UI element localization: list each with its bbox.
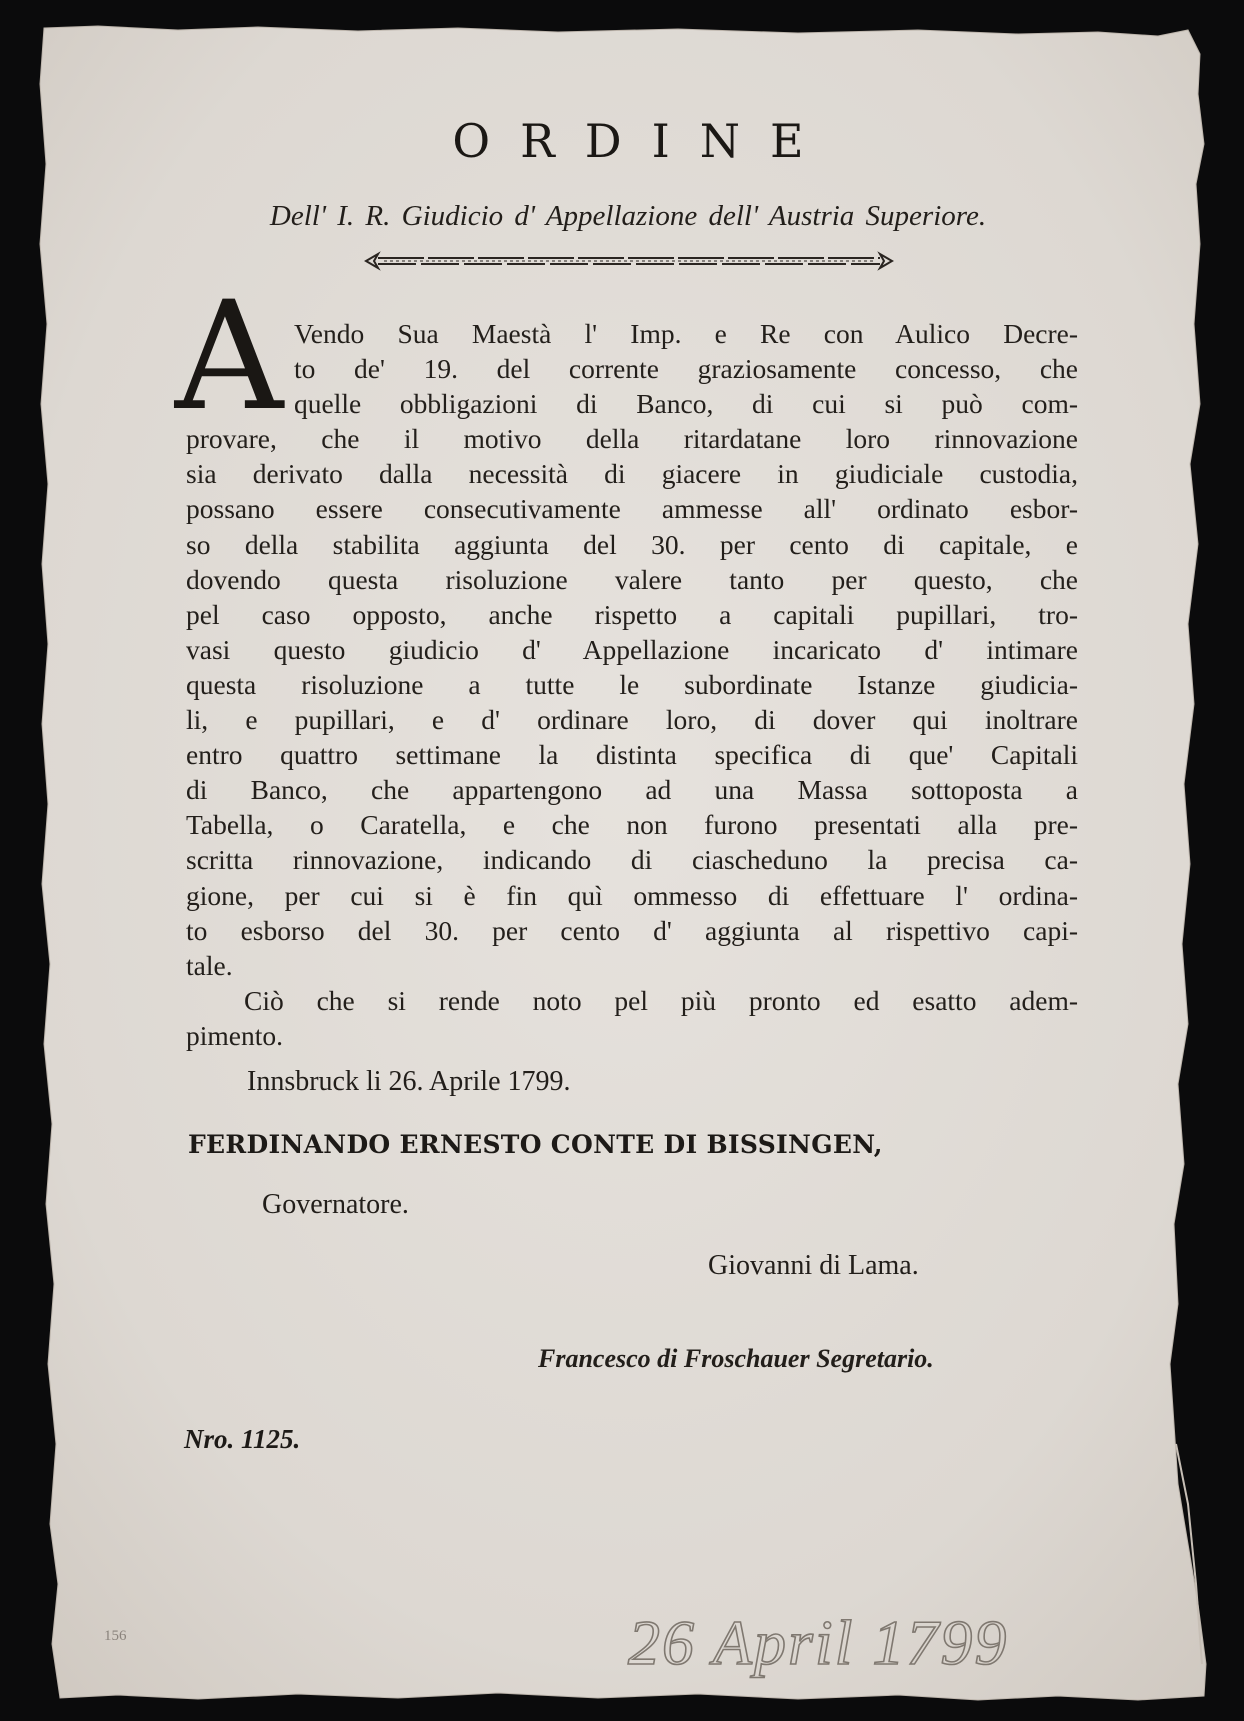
- body-text: [186, 316, 1078, 1053]
- ornament-rule-icon: [364, 250, 894, 272]
- place-date: Innsbruck li 26. Aprile 1799.: [247, 1066, 571, 1097]
- signer-name: Giovanni di Lama.: [708, 1250, 919, 1281]
- body-line: tale.: [186, 949, 233, 981]
- body-line: possano essere consecutivamente ammesse all' ordinato esbor-: [186, 493, 1078, 525]
- body-line: sia derivato dalla necessità di giacere in giudiciale custodia,: [186, 458, 1078, 490]
- paper-sheet: [38, 24, 1218, 1702]
- body-line: gione, per cui si è fin quì ommesso di effettuare l' ordina-: [186, 879, 1078, 911]
- document-title: ORDINE: [452, 114, 834, 168]
- body-line: vasi questo giudicio d' Appellazione incaricato d' intimare: [186, 633, 1078, 665]
- document-number: Nro. 1125.: [184, 1424, 301, 1454]
- body-line: Ciò che si rende noto pel più pronto ed esatto adem-: [244, 984, 1078, 1016]
- body-line: to esborso del 30. per cento d' aggiunta al rispettivo capi-: [186, 914, 1078, 946]
- body-line: Vendo Sua Maestà l' Imp. e Re con Aulico Decre-: [294, 318, 1078, 349]
- body-line: pel caso opposto, anche rispetto a capitali pupillari, tro-: [186, 598, 1078, 630]
- body-line: so della stabilita aggiunta del 30. per cento di capitale, e: [186, 528, 1078, 560]
- body-line: quelle obbligazioni di Banco, di cui si può com-: [294, 388, 1078, 420]
- body-line: di Banco, che appartengono ad una Massa sottoposta a: [186, 774, 1078, 806]
- body-line: to de' 19. del corrente graziosamente concesso, che: [294, 353, 1078, 385]
- svg-text:26 April 1799: 26 April 1799: [628, 1607, 1009, 1678]
- pencil-note: 156: [104, 1628, 127, 1644]
- body-line: entro quattro settimane la distinta specifica di que' Capitali: [186, 739, 1078, 771]
- body-line: scritta rinnovazione, indicando di ciascheduno la precisa ca-: [186, 844, 1078, 876]
- body-line: provare, che il motivo della ritardatane loro rinnovazione: [186, 423, 1078, 455]
- document-content: [38, 24, 1218, 1702]
- body-line: Tabella, o Caratella, e che non furono presentati alla pre-: [186, 809, 1078, 841]
- body-line: pimento.: [186, 1019, 284, 1051]
- document-subtitle: Dell' I. R. Giudicio d' Appellazione dell' Austria Superiore.: [269, 200, 987, 232]
- handwritten-date: [618, 1598, 1158, 1688]
- body-line: dovendo questa risoluzione valere tanto per questo, che: [186, 563, 1078, 595]
- governor-name: FERDINANDO ERNESTO CONTE DI BISSINGEN,: [188, 1130, 883, 1159]
- body-line: li, e pupillari, e d' ordinare loro, di dover qui inoltrare: [186, 704, 1078, 736]
- governor-title: Governatore.: [262, 1189, 409, 1220]
- body-line: questa risoluzione a tutte le subordinate Istanze giudicia-: [186, 668, 1078, 700]
- svg-text:A: A: [174, 270, 284, 444]
- secretary-name: Francesco di Froschauer Segretario.: [538, 1344, 934, 1373]
